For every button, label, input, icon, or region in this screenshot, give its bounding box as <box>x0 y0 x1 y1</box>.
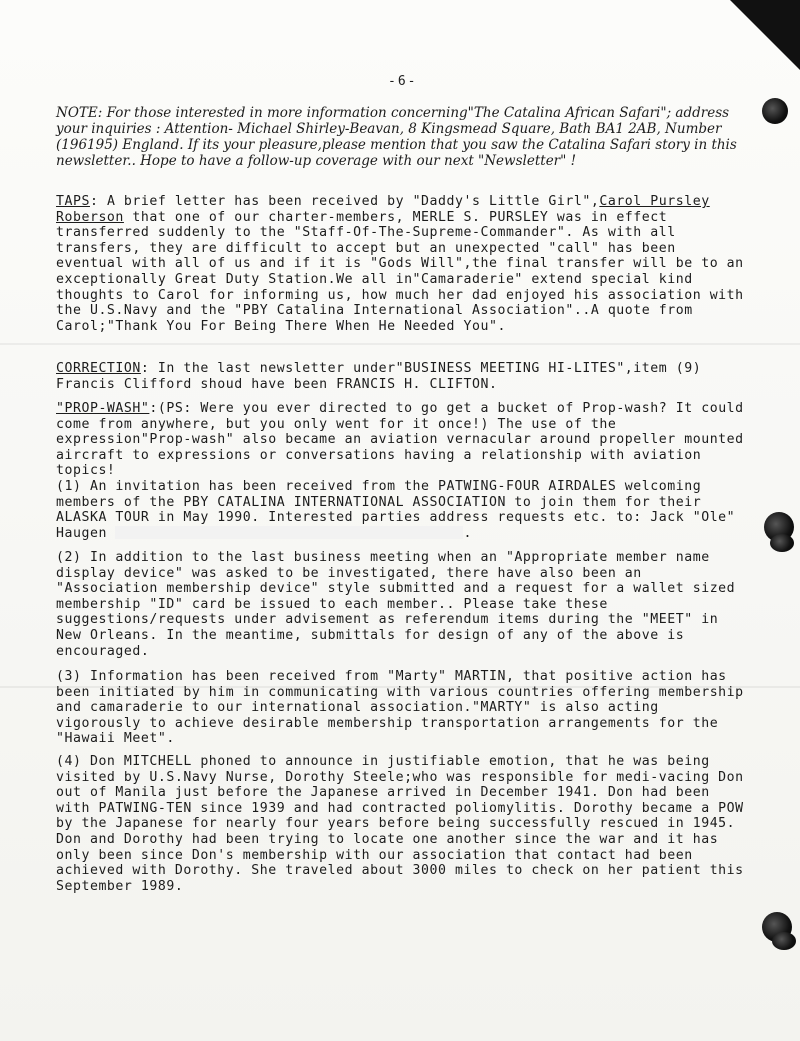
prop-wash-heading: "PROP-WASH" <box>56 401 150 416</box>
item-1-end: . <box>463 525 472 541</box>
paper-fold-line <box>0 343 800 345</box>
prop-wash-item-2: (2) In addition to the last business meeting when an "Appropriate member name display device" was asked to be investigated, there have also been an "Association membership device" style submitted and a request for a wallet sized membership "ID" card be issued to each member.. Please take these suggestions/requests under advisement as referendum items during the "MEET" in New Orleans. In the meantime, submittals for design of any of the above is encouraged. <box>56 550 736 659</box>
note-paragraph: NOTE: For those interested in more information concerning"The Catalina African Safari"; address your inquiries : Attention- Michael Shirley-Beavan, 8 Kingsmead Square, Bath BA1 2AB, Number (196195) England. If its your pleasure,please mention that you saw the Catalina Safari story in this newsletter.. Hope to have a follow-up coverage with our next "Newsletter" ! <box>56 105 737 169</box>
item-1-text: (1) An invitation has been received from the PATWING-FOUR AIRDALES welcoming members of the PBY CATALINA INTERNATIONAL ASSOCIATION to join them for their ALASKA TOUR in May 1990. Interested parties address requests etc. to: Jack "Ole" Haugen <box>56 479 736 541</box>
punch-hole <box>762 98 788 124</box>
page-number: -6- <box>388 74 418 89</box>
punch-hole <box>772 932 796 950</box>
taps-heading: TAPS <box>56 194 90 209</box>
prop-wash-item-1 <box>56 479 750 541</box>
prop-wash-intro: :(PS: Were you ever directed to go get a bucket of Prop-wash? It could come from anywhere, but you only went for it once!) The use of the expression"Prop-wash" also became an aviation vernacular around propeller mounted aircraft to expressions or conversations having a relationship with aviation topics! <box>56 401 744 479</box>
correction-heading: CORRECTION <box>56 361 141 376</box>
prop-wash-item-3: (3) Information has been received from "Marty" MARTIN, that positive action has been initiated by him in communicating with various countries offering membership and camaraderie to our international association."MARTY" is also acting vigorously to achieve desirable membership transportation arrangements for the "Hawaii Meet". <box>56 669 744 747</box>
taps-name: Carol Pursley Roberson <box>56 194 710 225</box>
redacted-address <box>115 526 463 539</box>
folded-corner <box>730 0 800 70</box>
punch-hole <box>770 534 794 552</box>
correction-body: : In the last newsletter under"BUSINESS MEETING HI-LITES",item (9) Francis Clifford shoud have been FRANCIS H. CLIFTON. <box>56 361 702 392</box>
correction-section <box>56 361 750 392</box>
taps-section <box>56 194 750 334</box>
prop-wash-section <box>56 401 750 479</box>
taps-body-continued: that one of our charter-members, MERLE S. PURSLEY was in effect transferred suddenly to the "Staff-Of-The-Supreme-Commander". As with all transfers, they are difficult to accept but an unexpected "call" has been eventual with all of us and if it is "Gods Will",the final transfer will be to an exceptionally Great Duty Station.We all in"Camaraderie" extend special kind thoughts to Carol for informing us, how much her dad enjoyed his association with the U.S.Navy and the "PBY Catalina International Association"..A quote from Carol;"Thank You For Being There When He Needed You". <box>56 209 744 334</box>
taps-body: : A brief letter has been received by "Daddy's Little Girl", <box>89 194 600 209</box>
prop-wash-item-4: (4) Don MITCHELL phoned to announce in justifiable emotion, that he was being visited by U.S.Navy Nurse, Dorothy Steele;who was responsible for medi-vacing Don out of Manila just before the Japanese arrived in December 1941. Don had been with PATWING-TEN since 1939 and had contracted poliomylitis. Dorothy became a POW by the Japanese for nearly four years before being successfully rescued in 1945. Don and Dorothy had been trying to locate one another since the war and it has only been since Don's membership with our association that contact had been achieved with Dorothy. She traveled about 3000 miles to check on her patient this September 1989. <box>56 754 744 894</box>
